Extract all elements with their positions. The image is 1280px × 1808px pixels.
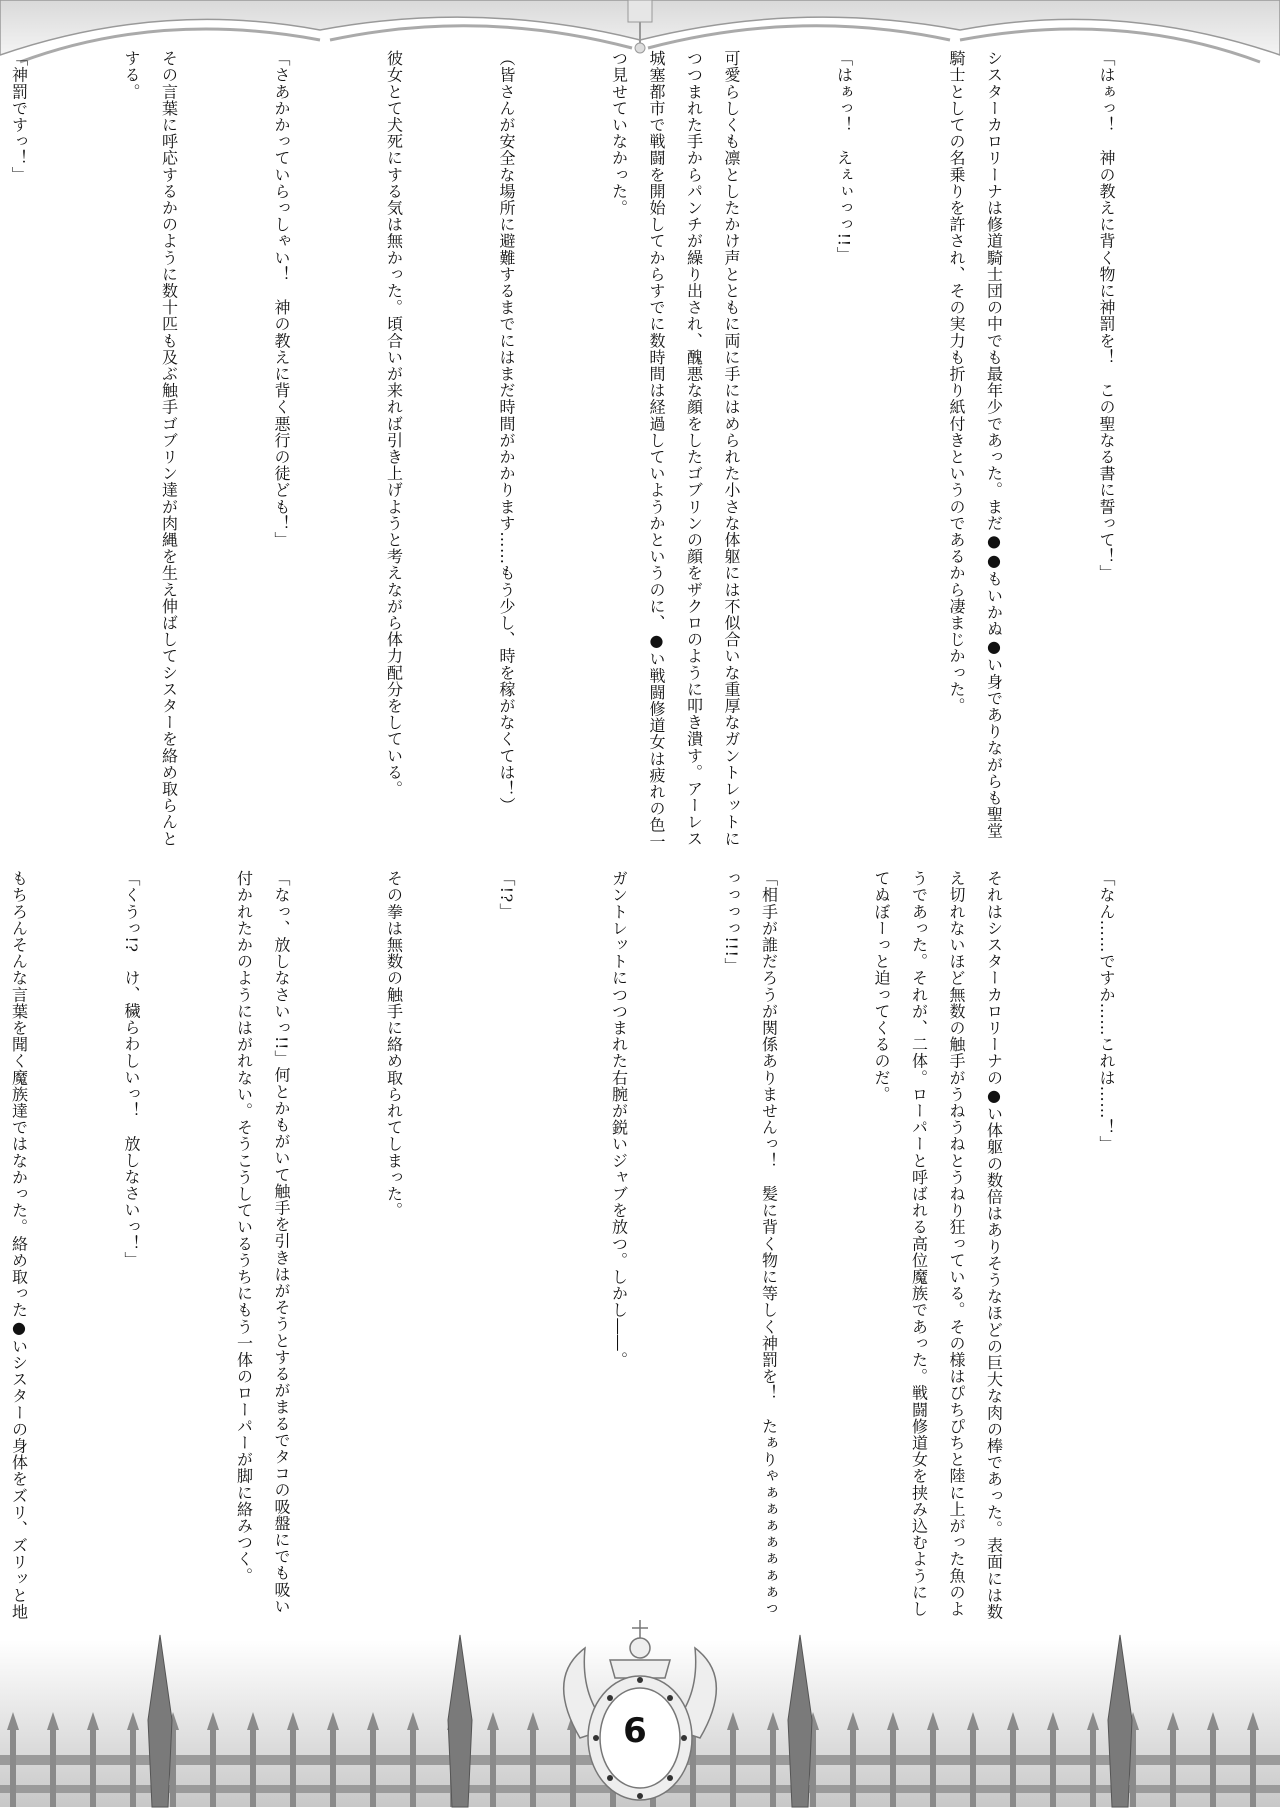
fence-bar [1170, 1730, 1176, 1807]
fence-bar [210, 1730, 216, 1807]
upper-text-block [9, 50, 1200, 850]
fence-bar [1090, 1730, 1096, 1807]
fence-bar [490, 1730, 496, 1807]
lower-text-block [9, 870, 1200, 1630]
paragraph: 「相手が誰だろうが関係ありませんっ！ 髪に背く物に等しく神罰を！ たぁりゃぁぁぁぁぁぁぁっっっっっ!!!」 [722, 870, 779, 1617]
fence-bar [930, 1730, 936, 1807]
fence-bar [50, 1730, 56, 1807]
paragraph: 「はぁっ！ 神の教えに背く物に神罰を！ この聖なる書に誓って！」 [1097, 50, 1116, 582]
paragraph: 「はぁっ！ えぇぃっっ!!」 [834, 50, 854, 264]
paragraph: 可愛らしくも凛としたかけ声とともに両に手にはめられた小さな体躯には不似合いな重厚なガントレットにつつまれた手からパンチが繰り出され、醜悪な顔をしたゴブリンの顔をザクロのように叩き潰す。アーレス城塞都市で戦闘を開始してからすでに数時間は経過していようかというのに、●い戦闘修道女は疲れの色一つ見せていなかった。 [609, 50, 741, 850]
fence-bar [1250, 1730, 1256, 1807]
paragraph: 「くうっ!? け、穢らわしいっ！ 放しなさいっ！」 [122, 870, 141, 1269]
fence-bar [290, 1730, 296, 1807]
fence-bar [330, 1730, 336, 1807]
fence-bar [410, 1730, 416, 1807]
fence-bar [130, 1730, 136, 1807]
fence-bar [1010, 1730, 1016, 1807]
paragraph: （皆さんが安全な場所に避難するまでにはまだ時間がかかります……もう少し、時を稼がなくては！） [497, 50, 516, 814]
paragraph: 彼女とて犬死にする気は無かった。頃合いが来れば引き上げようと考えながら体力配分をしている。 [384, 50, 404, 797]
paragraph: ガントレットにつつまれた右腕が鋭いジャブを放つ。しかし――。 [609, 870, 629, 1368]
fence-bar [1210, 1730, 1216, 1807]
paragraph: その言葉に呼応するかのように数十匹も及ぶ触手ゴブリン達が肉縄を生え伸ばしてシスターを絡め取らんとする。 [122, 50, 179, 847]
fence-bar [1050, 1730, 1056, 1807]
paragraph: 「!?」 [497, 870, 516, 920]
fence-bar [10, 1730, 16, 1807]
fence-bar [250, 1730, 256, 1807]
fence-bar [370, 1730, 376, 1807]
fence-bar [850, 1730, 856, 1807]
fence-bar [530, 1730, 536, 1807]
paragraph: シスターカロリーナは修道騎士団の中でも最年少であった。まだ●●もいかぬ●い身でありながらも聖堂騎士としての名乗りを許され、その実力も折り紙付きというのであるから凄まじかった。 [947, 50, 1004, 840]
fence-bar [770, 1730, 776, 1807]
fence-bar [970, 1730, 976, 1807]
paragraph: もちろんそんな言葉を聞く魔族達ではなかった。絡め取った●いシスターの身体をズリ、ズリッと地 [9, 870, 29, 1620]
paragraph: 「なっ、放しなさいっ!!」何とかもがいて触手を引きはがそうとするがまるでタコの吸盤にでも吸い付かれたかのようにはがれない。そうこうしているうちにもう一体のローパーが脚に絡みつく。 [234, 870, 291, 1615]
paragraph: それはシスターカロリーナの●い体躯の数倍はありそうなほどの巨大な肉の棒であった。表面には数え切れないほど無数の触手がうねうねとうねり狂っている。その様はぴちぴちと陸に上がった魚のようであった。それが、二体。ローパーと呼ばれる高位魔族であった。戦闘修道女を挟み込むようにしてぬぼーっと迫ってくるのだ。 [872, 870, 1004, 1620]
paragraph: 「なん……ですか……これは……！」 [1097, 870, 1116, 1153]
paragraph: 「さあかかっていらっしゃい！ 神の教えに背く悪行の徒ども！」 [272, 50, 291, 548]
page-number: 6 [623, 1711, 647, 1751]
fence-bar [890, 1730, 896, 1807]
fence-bar [90, 1730, 96, 1807]
paragraph: 「神罰ですっ！」 [9, 50, 29, 183]
paragraph: その拳は無数の触手に絡め取られてしまった。 [384, 870, 404, 1219]
